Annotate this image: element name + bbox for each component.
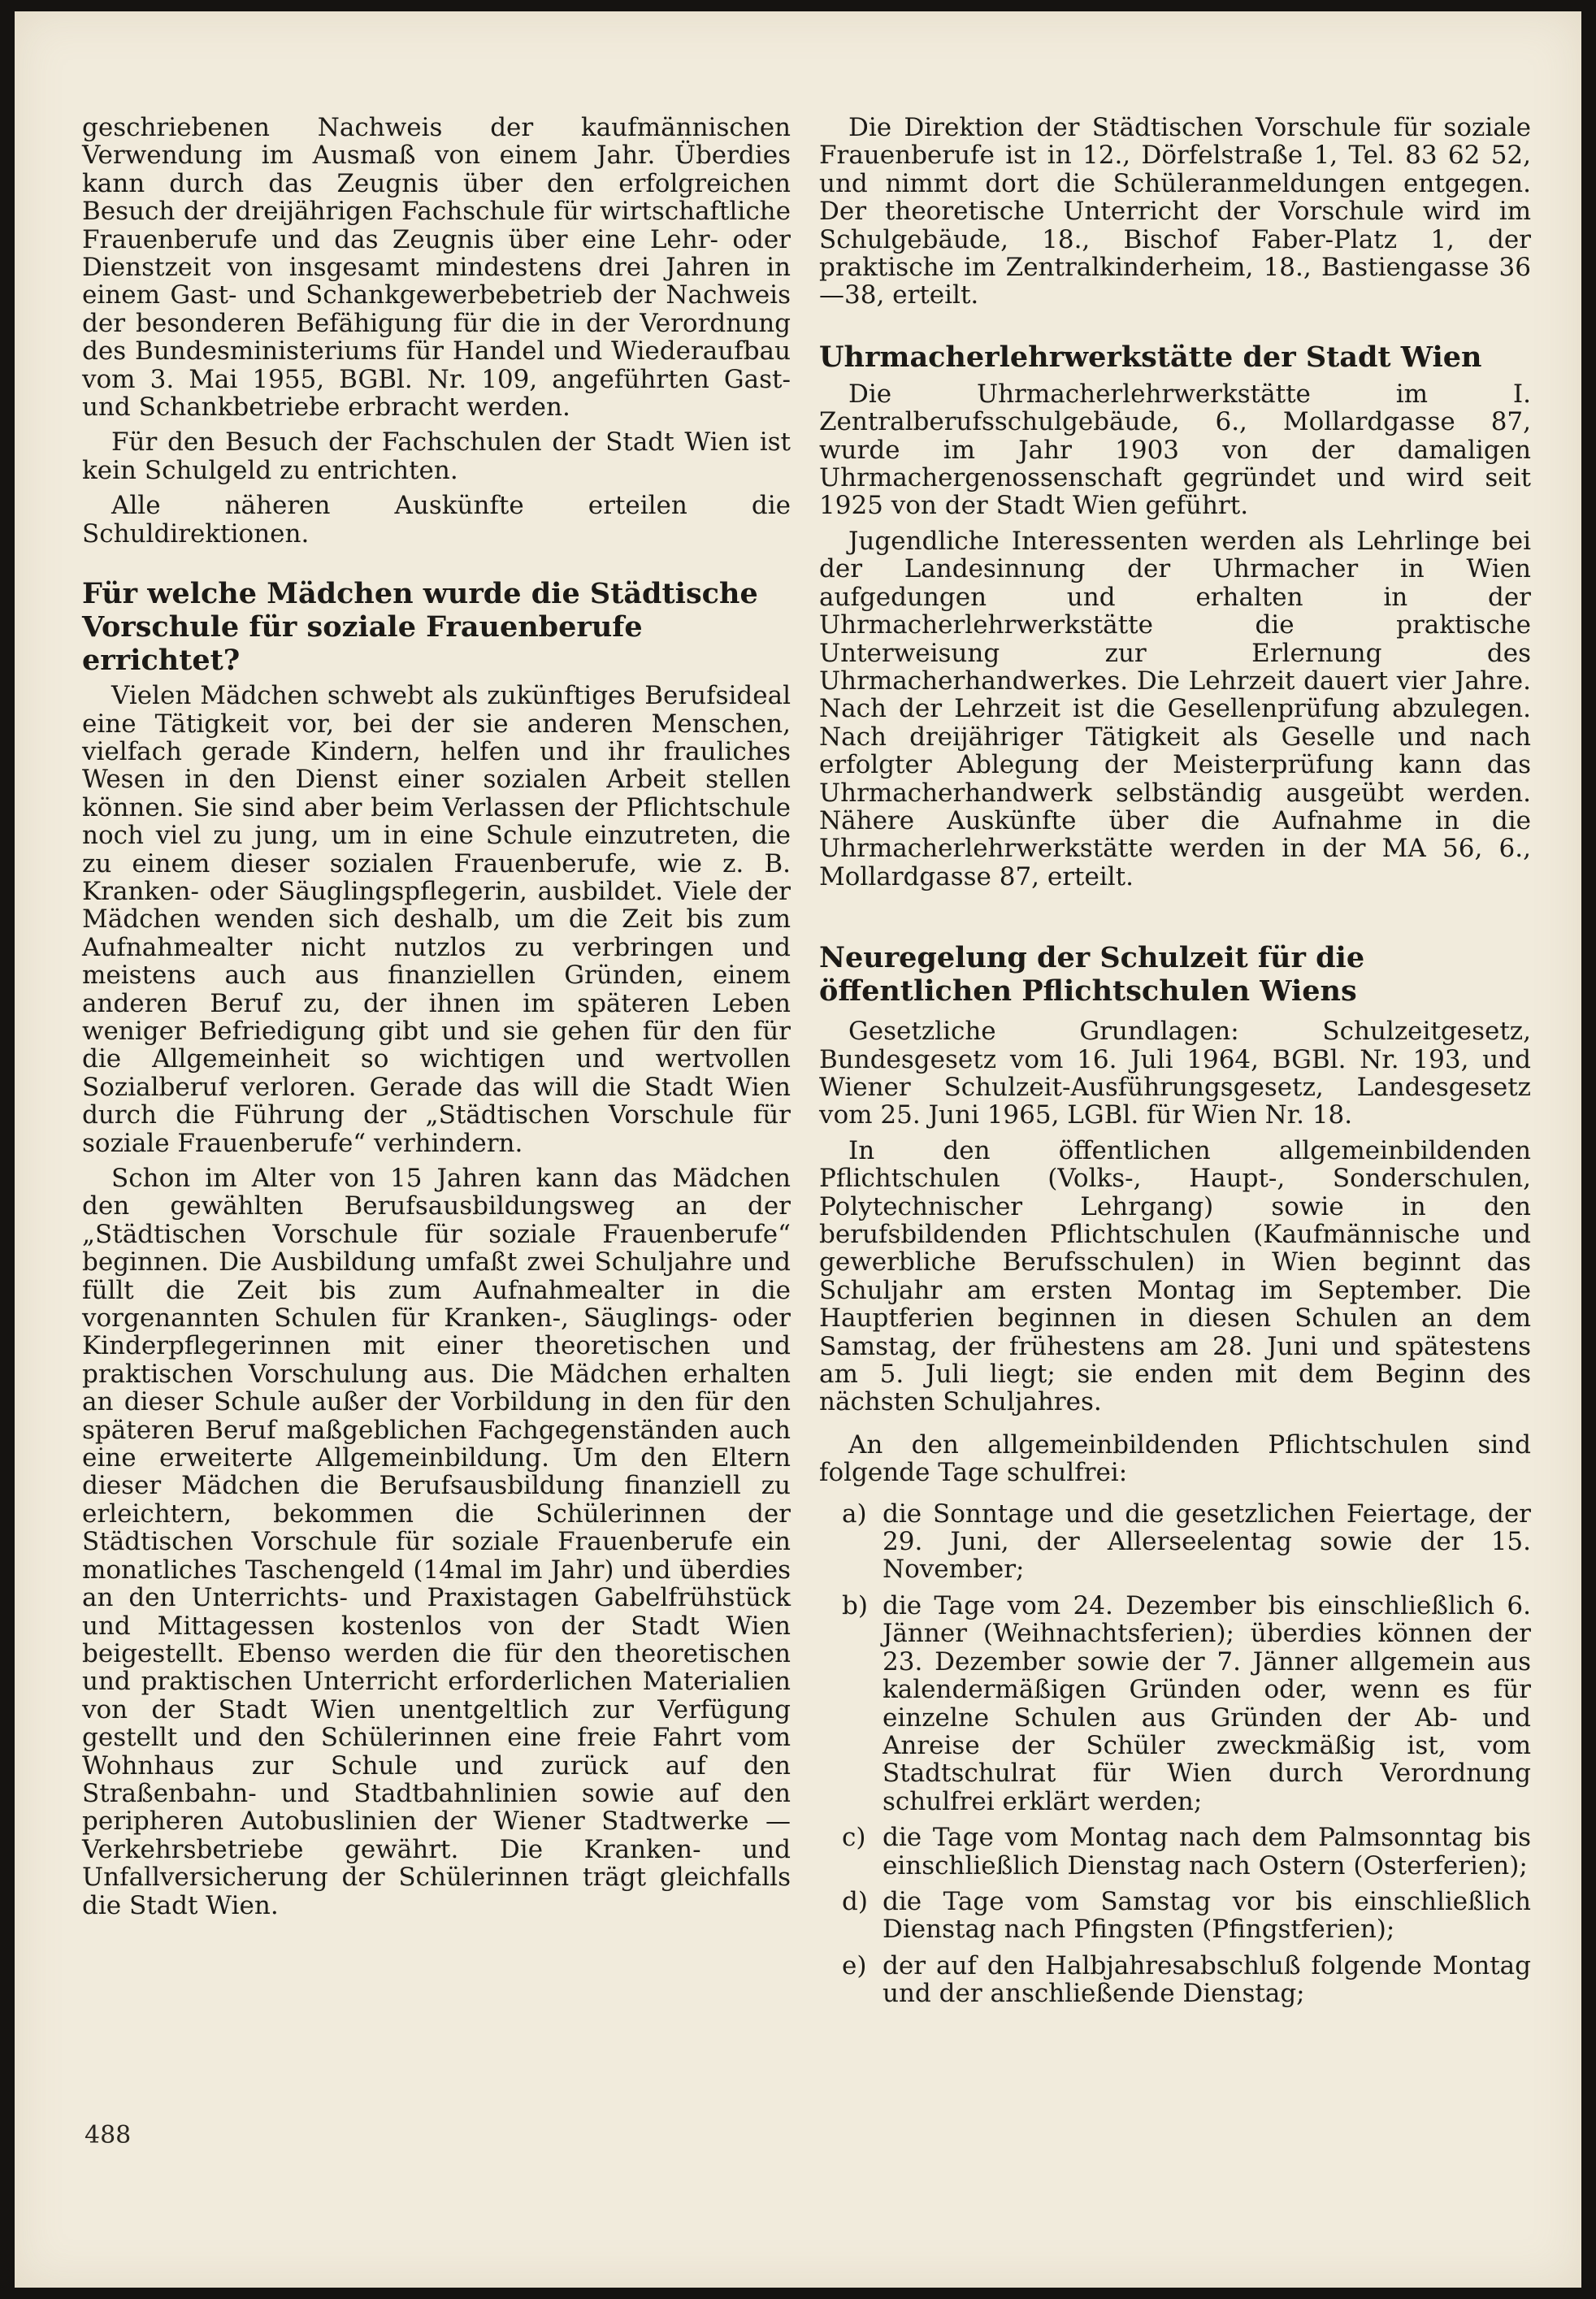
list-item-text: die Tage vom Montag nach dem Palmsonntag bis einschließlich Dienstag nach Ostern (Osterferien); — [883, 1823, 1531, 1880]
paragraph: Gesetzliche Grundlagen: Schulzeitgesetz, Bundesgesetz vom 16. Juli 1964, BGBl. Nr. 193, und Wiener Schulzeit-Ausführungsgesetz, Landesgesetz vom 25. Juni 1965, LGBl. für Wien Nr. 18. — [819, 1017, 1531, 1130]
list-item — [819, 1888, 1531, 1944]
page-number: 488 — [85, 2121, 132, 2149]
section-heading-uhrmacher: Uhrmacherlehrwerkstätte der Stadt Wien — [819, 340, 1482, 374]
schulfrei-list — [819, 1500, 1531, 2008]
paragraph: Alle näheren Auskünfte erteilen die Schuldirektionen. — [82, 491, 791, 549]
paragraph: Die Uhrmacherlehrwerkstätte im I. Zentralberufsschulgebäude, 6., Mollardgasse 87, wurde im Jahr 1903 von der damaligen Uhrmachergenossenschaft gegründet und wird seit 1925 von der Stadt Wien geführt. — [819, 379, 1531, 521]
paragraph: Die Direktion der Städtischen Vorschule für soziale Frauenberufe ist in 12., Dörfelstraße 1, Tel. 83 62 52, und nimmt dort die Schüleranmeldungen entgegen. Der theoretische Unterricht der Vorschule wird im Schulgebäude, 18., Bischof Faber-Platz 1, der praktische im Zentralkinderheim, 18., Bastiengasse 36—38, erteilt. — [819, 113, 1531, 310]
list-item-text: der auf den Halbjahresabschluß folgende Montag und der anschließende Dienstag; — [883, 1950, 1531, 2009]
list-item — [819, 1952, 1531, 2008]
section-heading-schulzeit: Neuregelung der Schulzeit für die öffentlichen Pflichtschulen Wiens — [819, 941, 1365, 1009]
paragraph: geschriebenen Nachweis der kaufmännischen Verwendung im Ausmaß von einem Jahr. Überdies kann durch das Zeugnis über den erfolgreichen Besuch der dreijährigen Fachschule für wirtschaftliche Frauenberufe und das Zeugnis über eine Lehr- oder Dienstzeit von insgesamt mindestens drei Jahren in einem Gast- und Schankgewerbebetrieb der Nachweis der besonderen Befähigung für die in der Verordnung des Bundesministeriums für Handel und Wiederaufbau vom 3. Mai 1955, BGBl. Nr. 109, angeführten Gast- und Schankbetriebe erbracht werden. — [82, 113, 791, 423]
list-item-label: d) — [842, 1886, 868, 1916]
paragraph: Schon im Alter von 15 Jahren kann das Mädchen den gewählten Berufsausbildungsweg an der „Städtischen Vorschule für soziale Frauenberufe“ beginnen. Die Ausbildung umfaßt zwei Schuljahre und füllt die Zeit bis zum Aufnahmealter in die vorgenannten Schulen für Kranken-, Säuglings- oder Kinderpflegerinnen mit einer theoretischen und praktischen Vorschulung aus. Die Mädchen erhalten an dieser Schule außer der Vorbildung in den für den späteren Beruf maßgeblichen Fachgegenständen auch eine erweiterte Allgemeinbildung. Um den Eltern dieser Mädchen die Berufsausbildung finanziell zu erleichtern, bekommen die Schülerinnen der Städtischen Vorschule für soziale Frauenberufe ein monatliches Taschengeld (14mal im Jahr) und überdies an den Unterrichts- und Praxistagen Gabelfrühstück und Mittagessen kostenlos von der Stadt Wien beigestellt. Ebenso werden die für den theoretischen und praktischen Unterricht erforderlichen Materialien von der Stadt Wien unentgeltlich zur Verfügung gestellt und den Schülerinnen eine freie Fahrt vom Wohnhaus zur Schule und zurück auf den Straßenbahn- und Stadtbahnlinien sowie auf den peripheren Autobuslinien der Wiener Stadtwerke — Verkehrsbetriebe gewährt. Die Kranken- und Unfallversicherung der Schülerinnen trägt gleichfalls die Stadt Wien. — [82, 1164, 791, 1920]
list-item-text: die Tage vom 24. Dezember bis einschließlich 6. Jänner (Weihnachtsferien); überdies können der 23. Dezember sowie der 7. Jänner allgemein aus kalendermäßigen Gründen oder, wenn es für einzelne Schulen aus Gründen der Ab- und Anreise der Schüler zweckmäßig ist, vom Stadtschulrat für Wien durch Verordnung schulfrei erklärt werden; — [883, 1590, 1531, 1816]
paragraph: In den öffentlichen allgemeinbildenden Pflichtschulen (Volks-, Haupt-, Sonderschulen, Polytechnischer Lehrgang) sowie in den berufsbildenden Pflichtschulen (Kaufmännische und gewerbliche Berufsschulen) in Wien beginnt das Schuljahr am ersten Montag im September. Die Hauptferien beginnen in diesen Schulen an dem Samstag, der frühestens am 28. Juni und spätestens am 5. Juli liegt; sie enden mit dem Beginn des nächsten Schuljahres. — [819, 1135, 1531, 1417]
list-item-text: die Sonntage und die gesetzlichen Feiertage, der 29. Juni, der Allerseelentag sowie der 15. November; — [883, 1499, 1531, 1585]
list-item — [819, 1592, 1531, 1815]
list-item — [819, 1500, 1531, 1584]
paragraph: Für den Besuch der Fachschulen der Stadt Wien ist kein Schulgeld zu entrichten. — [82, 427, 791, 485]
paragraph: Jugendliche Interessenten werden als Lehrlinge bei der Landesinnung der Uhrmacher in Wien aufgedungen und erhalten in der Uhrmacherlehrwerkstätte die praktische Unterweisung zur Erlernung des Uhrmacherhandwerkes. Die Lehrzeit dauert vier Jahre. Nach der Lehrzeit ist die Gesellenprüfung abzulegen. Nach dreijähriger Tätigkeit als Geselle und nach erfolgter Ablegung der Meisterprüfung kann das Uhrmacherhandwerk selbständig ausgeübt werden. Nähere Auskünfte über die Aufnahme in die Uhrmacherlehrwerkstätte werden in der MA 56, 6., Mollardgasse 87, erteilt. — [819, 526, 1531, 891]
paragraph: Vielen Mädchen schwebt als zukünftiges Berufsideal eine Tätigkeit vor, bei der sie anderen Menschen, vielfach gerade Kindern, helfen und ihr frauliches Wesen in den Dienst einer sozialen Arbeit stellen können. Sie sind aber beim Verlassen der Pflichtschule noch viel zu jung, um in eine Schule einzutreten, die zu einem dieser sozialen Frauenberufe, wie z. B. Kranken- oder Säuglingspflegerin, ausbildet. Viele der Mädchen wenden sich deshalb, um die Zeit bis zum Aufnahmealter nicht nutzlos zu verbringen und meistens auch aus finanziellen Gründen, einem anderen Beruf zu, der ihnen im späteren Leben weniger Befriedigung gibt und sie gehen für den für die Allgemeinheit so wichtigen und wertvollen Sozialberuf verloren. Gerade das will die Stadt Wien durch die Führung der „Städtischen Vorschule für soziale Frauenberufe“ verhindern. — [82, 681, 791, 1158]
list-item-label: a) — [842, 1499, 867, 1529]
section-heading-vorschule: Für welche Mädchen wurde die Städtische Vorschule für soziale Frauenberufe errichtet? — [82, 577, 758, 678]
left-column — [82, 114, 791, 1927]
paragraph: An den allgemeinbildenden Pflichtschulen sind folgende Tage schulfrei: — [819, 1429, 1531, 1488]
right-column — [819, 114, 1531, 2016]
list-item-label: e) — [842, 1950, 867, 1980]
list-item-label: b) — [842, 1590, 868, 1620]
list-item — [819, 1824, 1531, 1880]
list-item-text: die Tage vom Samstag vor bis einschließlich Dienstag nach Pfingsten (Pfingstferien); — [883, 1886, 1531, 1945]
list-item-label: c) — [842, 1823, 866, 1853]
